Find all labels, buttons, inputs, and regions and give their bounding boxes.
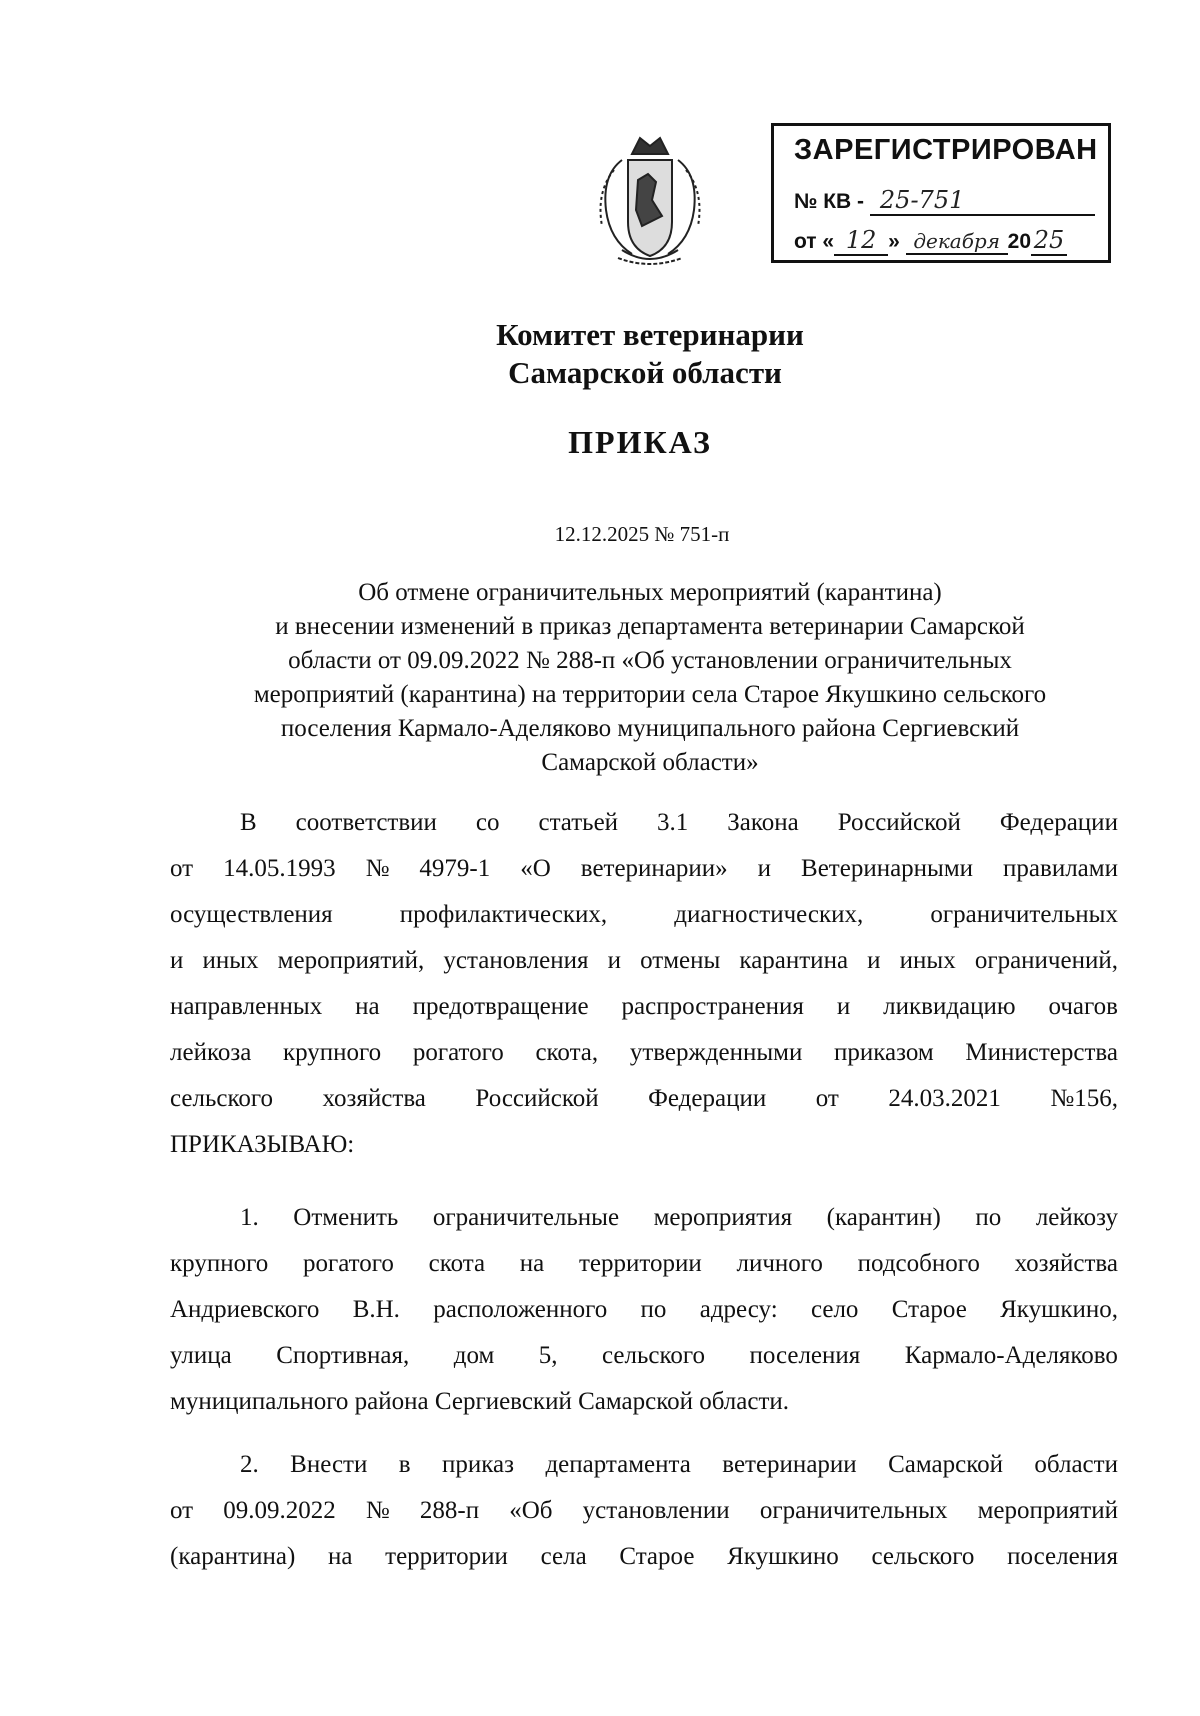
word: «О (520, 855, 551, 882)
word: статьей (538, 809, 619, 836)
word: сельского (871, 1543, 975, 1570)
body-line (170, 1534, 1118, 1580)
word: № (365, 1497, 390, 1524)
stamp-number-prefix: № КВ - (794, 190, 865, 213)
body-line (170, 800, 1118, 846)
word: отмены (640, 947, 721, 974)
body-line (170, 1488, 1118, 1534)
word: территории (385, 1543, 508, 1570)
word: Министерства (965, 1039, 1118, 1066)
word: 1. (240, 1204, 259, 1231)
word: от (170, 855, 194, 882)
word: крупного (170, 1250, 269, 1277)
subject-line: и внесении изменений в приказ департамента ветеринарии Самарской (275, 613, 1025, 640)
word: со (475, 809, 500, 836)
word: В (240, 809, 257, 836)
word: иных (899, 947, 956, 974)
stamp-date-day: 12 (834, 226, 888, 256)
body-line (170, 1195, 1118, 1241)
stamp-date-prefix: от « (794, 230, 835, 253)
word: по (975, 1204, 1002, 1231)
word: Российской (837, 809, 961, 836)
word: Закона (727, 809, 799, 836)
word: села (540, 1543, 587, 1570)
word: Якушкино (727, 1543, 839, 1570)
word: предотвращение (412, 993, 589, 1020)
word: области (1034, 1451, 1118, 1478)
word: лейкозу (1035, 1204, 1118, 1231)
word: Якушкино, (1000, 1296, 1118, 1323)
word: осуществления (170, 901, 333, 928)
word: 4979-1 (419, 855, 491, 882)
word: скота (428, 1250, 486, 1277)
word: Старое (891, 1296, 967, 1323)
order-subject (140, 576, 1160, 780)
word: ограничительные (432, 1204, 620, 1231)
word: сельского (170, 1085, 273, 1112)
stamp-date-month: декабря (906, 229, 1008, 255)
item-2-paragraph (170, 1442, 1118, 1580)
stamp-date-year-prefix: 20 (1007, 230, 1031, 253)
word: правилами (1003, 855, 1118, 882)
word: в (398, 1451, 411, 1478)
word: ветеринарии (722, 1451, 857, 1478)
word: ограничений, (974, 947, 1118, 974)
word: 24.03.2021 (888, 1085, 1001, 1112)
body-line (170, 938, 1118, 984)
word: хозяйства (322, 1085, 426, 1112)
stamp-date-year: 25 (1031, 226, 1067, 256)
word: подсобного (857, 1250, 980, 1277)
word: Федерации (999, 809, 1118, 836)
word: соответствии (295, 809, 437, 836)
word: 2. (240, 1451, 259, 1478)
word: (карантина) (170, 1543, 296, 1570)
word: профилактических, (399, 901, 608, 928)
body-line: ПРИКАЗЫВАЮ: (170, 1131, 355, 1158)
body-line (170, 1442, 1118, 1488)
word: сельского (602, 1342, 705, 1369)
word: рогатого (302, 1250, 394, 1277)
word: Кармало-Аделяково (904, 1342, 1118, 1369)
subject-line: мероприятий (карантина) на территории села Старое Якушкино сельского (253, 681, 1047, 708)
preamble-paragraph (170, 800, 1118, 1168)
word: территории (579, 1250, 702, 1277)
word: № (365, 855, 390, 882)
word: очагов (1048, 993, 1118, 1020)
stamp-date (794, 226, 1067, 256)
word: и (757, 855, 772, 882)
stamp-number-value: 25-751 (870, 186, 1095, 216)
item-1-paragraph (170, 1195, 1118, 1425)
order-date-number: 12.12.2025 № 751-п (554, 522, 730, 546)
body-line (170, 846, 1118, 892)
coat-of-arms-emblem (582, 130, 718, 270)
word: ограничительных (759, 1497, 948, 1524)
word: скота, (535, 1039, 599, 1066)
subject-line: поселения Кармало-Аделяково муниципального района Сергиевский (280, 715, 1020, 742)
word: ограничительных (930, 901, 1118, 928)
body-line (170, 1076, 1118, 1122)
word: №156, (1050, 1085, 1118, 1112)
word: мероприятия (653, 1204, 793, 1231)
word: иных (202, 947, 259, 974)
word: личного (736, 1250, 823, 1277)
word: дом (453, 1342, 495, 1369)
word: ветеринарии» (580, 855, 728, 882)
org-name-line2: Самарской области (508, 355, 782, 390)
body-line (170, 1241, 1118, 1287)
word: село (810, 1296, 859, 1323)
word: Старое (619, 1543, 695, 1570)
word: (карантин) (826, 1204, 941, 1231)
word: Внести (290, 1451, 368, 1478)
word: улица (170, 1342, 232, 1369)
word: распространения (621, 993, 804, 1020)
org-name-line1: Комитет ветеринарии (496, 317, 804, 352)
word: и (867, 947, 881, 974)
subject-line: Самарской области» (541, 749, 759, 776)
word: на (519, 1250, 545, 1277)
word: 14.05.1993 (223, 855, 336, 882)
word: хозяйства (1014, 1250, 1118, 1277)
word: поселения (1007, 1543, 1118, 1570)
order-title: ПРИКАЗ (568, 424, 712, 460)
stamp-title: ЗАРЕГИСТРИРОВАН (794, 134, 1098, 166)
word: ликвидацию (883, 993, 1016, 1020)
word: расположенного (433, 1296, 608, 1323)
word: и (170, 947, 184, 974)
word: установления (443, 947, 589, 974)
word: лейкоза (170, 1039, 252, 1066)
subject-line: Об отмене ограничительных мероприятий (карантина) (358, 579, 942, 606)
body-line: муниципального района Сергиевский Самарской области. (170, 1388, 790, 1415)
word: Отменить (293, 1204, 399, 1231)
registration-stamp (771, 123, 1111, 263)
word: мероприятий, (277, 947, 425, 974)
body-line (170, 1333, 1118, 1379)
word: от (815, 1085, 839, 1112)
word: Самарской (888, 1451, 1003, 1478)
word: карантина (739, 947, 849, 974)
word: приказ (442, 1451, 515, 1478)
word: крупного (282, 1039, 382, 1066)
word: и (836, 993, 851, 1020)
word: установлении (582, 1497, 730, 1524)
word: Российской (475, 1085, 599, 1112)
word: Спортивная, (276, 1342, 410, 1369)
stamp-date-mid: » (888, 230, 900, 253)
word: 3.1 (657, 809, 689, 836)
word: поселения (749, 1342, 861, 1369)
subject-line: области от 09.09.2022 № 288-п «Об установлении ограничительных (288, 647, 1012, 674)
body-line (170, 1287, 1118, 1333)
stamp-number (794, 186, 1095, 216)
word: Федерации (648, 1085, 767, 1112)
word: направленных (170, 993, 323, 1020)
word: приказом (834, 1039, 934, 1066)
word: Ветеринарными (801, 855, 974, 882)
word: от (170, 1497, 194, 1524)
word: 09.09.2022 (223, 1497, 336, 1524)
word: диагностических, (674, 901, 864, 928)
word: 288-п (419, 1497, 480, 1524)
word: департамента (545, 1451, 691, 1478)
body-line (170, 1030, 1118, 1076)
word: утвержденными (629, 1039, 803, 1066)
word: В.Н. (352, 1296, 400, 1323)
word: и (607, 947, 621, 974)
word: рогатого (412, 1039, 504, 1066)
word: 5, (538, 1342, 558, 1369)
word: на (327, 1543, 353, 1570)
body-line (170, 984, 1118, 1030)
word: «Об (509, 1497, 553, 1524)
word: адресу: (699, 1296, 778, 1323)
body-line (170, 892, 1118, 938)
word: мероприятий (977, 1497, 1118, 1524)
word: на (355, 993, 380, 1020)
word: по (640, 1296, 667, 1323)
word: Андриевского (170, 1296, 320, 1323)
